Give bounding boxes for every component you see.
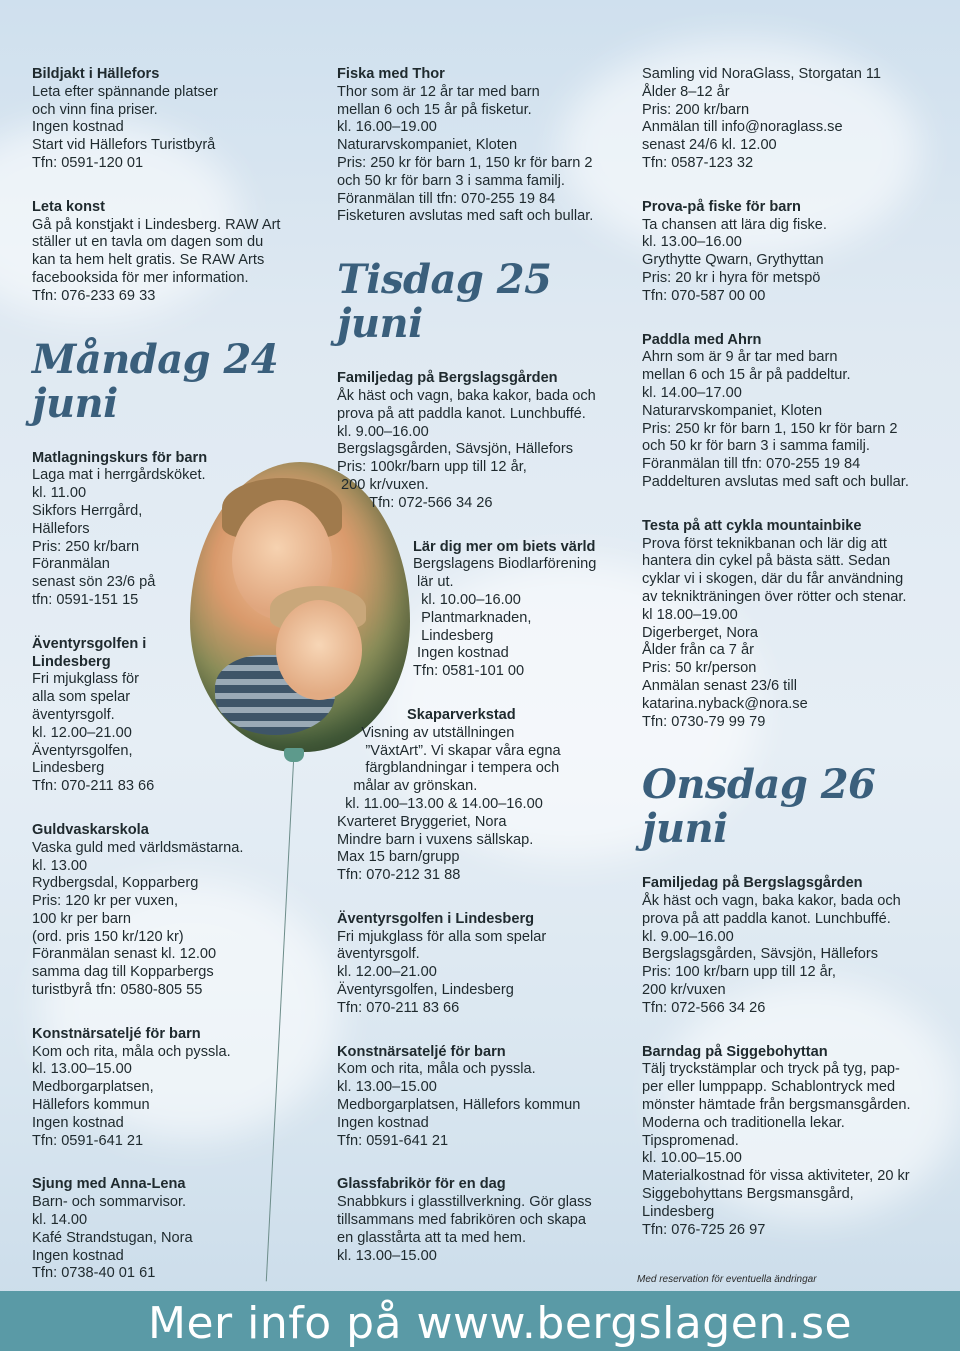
event-title: Guldvaskarskola [32, 821, 149, 838]
event-title: Sjung med Anna-Lena [32, 1176, 186, 1193]
event-details: Laga mat i herrgårdsköket. kl. 11.00 Sikfors Herrgård, Hällefors Pris: 250 kr/barn Föranmälan senast sön 23/6 på tfn: 0591-151 15 [32, 467, 206, 608]
event-leta-konst [32, 199, 302, 306]
event-fiska-med-thor [337, 66, 622, 226]
event-details: Gå på konstjakt i Lindesberg. RAW Art ställer ut en tavla om dagen som du kan ta hem helt gratis. Se RAW Arts facebooksida för mer information. Tfn: 076-233 69 33 [32, 216, 281, 304]
event-details: Fri mjukglass för alla som spelar äventyrsgolf. kl. 12.00–21.00 Äventyrsgolfen, Lindesberg Tfn: 070-211 83 66 [32, 671, 155, 795]
day-heading-wednesday: Onsdag 26 juni [642, 761, 876, 853]
event-title: Bildjakt i Hällefors [32, 66, 160, 82]
event-noraglass [642, 66, 937, 173]
event-guldvaskarskola [32, 822, 302, 1000]
event-paddla-med-ahrn [642, 332, 937, 492]
event-title: Familjedag på Bergslagsgården [642, 875, 863, 892]
event-details: Tälj tryckstämplar och tryck på tyg, pap- per eller lumppapp. Schablontryck med mönster hämtade från bergsmansgården. Moderna och traditionella lekar. Tipspromenad. kl. 10.00–15.00 Materialkostnad för vissa aktiviteter, 20 kr Siggebohyttans Bergsmansgård, Lindesberg Tfn: 076-725 26 97 [642, 1061, 911, 1238]
event-details: Fri mjukglass för alla som spelar äventyrsgolf. kl. 12.00–21.00 Äventyrsgolfen, Lindesberg Tfn: 070-211 83 66 [337, 928, 547, 1016]
event-aventyrsgolfen-lindesberg [337, 911, 622, 1018]
event-details: Åk häst och vagn, baka kakor, bada och prova på att paddla kanot. Lunchbuffé. kl. 9.00–16.00 Bergslagsgården, Sävsjön, Hällefors Pris: 100 kr/barn upp till 12 år, 200 kr/vuxen Tfn: 072-566 34 26 [642, 893, 901, 1016]
day-heading-tuesday: Tisdag 25 juni [337, 256, 552, 348]
event-details: Visning av utställningen ”VäxtArt”. Vi skapar våra egna färgblandningar i tempera och målar av grönskan. kl. 11.00–13.00 & 14.00–16.00 Kvarteret Bryggeriet, Nora Mindre barn i vuxens sällskap. Max 15 barn/grupp Tfn: 070-212 31 88 [337, 724, 561, 884]
event-details: Thor som är 12 år tar med barn mellan 6 och 15 år på fisketur. kl. 16.00–19.00 Naturarvskompaniet, Kloten Pris: 250 kr för barn 1, 150 kr för barn 2 och 50 kr för barn 3 i samma familj. Föranmälan till tfn: 070-255 19 84 Fisketuren avslutas med saft och bullar. [337, 83, 594, 225]
column-middle [337, 66, 622, 1291]
event-title: Fiska med Thor [337, 66, 445, 82]
event-matlagningskurs [32, 450, 302, 610]
event-details: Ta chansen att lära dig fiske. kl. 13.00–16.00 Grythytte Qwarn, Grythyttan Pris: 20 kr i hyra för metspö Tfn: 070-587 00 00 [642, 216, 827, 304]
event-konstnarsatelje [337, 1044, 622, 1151]
event-skaparverkstad [337, 707, 622, 885]
event-title: Matlagningskurs för barn [32, 449, 208, 466]
event-title: Konstnärsateljé för barn [337, 1043, 506, 1060]
disclaimer-note: Med reservation för eventuella ändringar [637, 1274, 817, 1285]
event-sjung [32, 1176, 302, 1283]
event-title: Familjedag på Bergslagsgården [337, 370, 558, 387]
event-title: Glassfabrikör för en dag [337, 1176, 506, 1193]
event-title: Paddla med Ahrn [642, 331, 762, 348]
event-details: Åk häst och vagn, baka kakor, bada och prova på att paddla kanot. Lunchbuffé. kl. 9.00–16.00 Bergslagsgården, Sävsjön, Hällefors Pris: 100kr/barn upp till 12 år, 200 kr/vuxen. Tfn: 072-566 34 26 [337, 387, 596, 511]
event-details: Bergslagens Biodlarförening lär ut. kl. 10.00–16.00 Plantmarknaden, Lindesberg Ingen kostnad Tfn: 0581-101 00 [413, 556, 597, 680]
event-glassfabrikor [337, 1176, 622, 1265]
event-title: Lär dig mer om biets värld [413, 538, 596, 555]
event-title: Leta konst [32, 198, 105, 215]
event-aventyrsgolfen [32, 636, 302, 796]
event-bildjakt [32, 66, 302, 173]
event-title: Äventyrsgolfen i Lindesberg [337, 910, 535, 927]
event-title: Testa på att cykla mountainbike [642, 517, 862, 534]
event-biets-varld [337, 539, 622, 681]
day-heading-monday: Måndag 24 juni [32, 335, 279, 427]
event-title: Prova-på fiske för barn [642, 198, 801, 215]
event-details: Leta efter spännande platser och vinn fina priser. Ingen kostnad Start vid Hällefors Turistbyrå Tfn: 0591-120 01 [32, 83, 218, 171]
event-familjedag [337, 370, 622, 512]
footer-link-text[interactable]: Mer info på www.bergslagen.se [148, 1298, 853, 1349]
column-right [642, 66, 937, 1265]
column-left [32, 66, 302, 1309]
event-familjedag [642, 875, 937, 1017]
event-details: Kom och rita, måla och pyssla. kl. 13.00–15.00 Medborgarplatsen, Hällefors kommun Ingen kostnad Tfn: 0591-641 21 [32, 1043, 231, 1149]
event-prova-pa-fiske [642, 199, 937, 306]
event-barndag [642, 1044, 937, 1240]
event-title: Skaparverkstad [407, 706, 516, 723]
event-details: Kom och rita, måla och pyssla. kl. 13.00–15.00 Medborgarplatsen, Hällefors kommun Ingen kostnad Tfn: 0591-641 21 [337, 1061, 581, 1149]
event-title: Konstnärsateljé för barn [32, 1025, 201, 1042]
event-details: Snabbkurs i glasstillverkning. Gör glass tillsammans med fabrikören och skapa en glasstårta att ta med hem. kl. 13.00–15.00 [337, 1194, 592, 1264]
event-details: Prova först teknikbanan och lär dig att hantera din cykel på bästa sätt. Sedan cyklar vi i skogen, där du får användning av teknikträningen över rötter och stenar. kl 18.00–19.00 Digerberget, Nora Ålder från ca 7 år Pris: 50 kr/person Anmälan senast 23/6 till katarina.nyback@nora.se Tfn: 0730-79 99 79 [642, 535, 907, 730]
event-title: Äventyrsgolfen i Lindesberg [32, 635, 147, 670]
event-details: Samling vid NoraGlass, Storgatan 11 Ålder 8–12 år Pris: 200 kr/barn Anmälan till info@noraglass.se senast 24/6 kl. 12.00 Tfn: 0587-123 32 [642, 66, 882, 171]
event-details: Barn- och sommarvisor. kl. 14.00 Kafé Strandstugan, Nora Ingen kostnad Tfn: 0738-40 01 61 [32, 1194, 193, 1282]
event-details: Ahrn som är 9 år tar med barn mellan 6 och 15 år på paddeltur. kl. 14.00–17.00 Naturarvskompaniet, Kloten Pris: 250 kr för barn 1, 150 kr för barn 2 och 50 kr för barn 3 i samma familj. Föranmälan till tfn: 070-255 19 84 Paddelturen avslutas med saft och bullar. [642, 349, 909, 490]
event-konstnarsatelje [32, 1026, 302, 1151]
event-details: Vaska guld med världsmästarna. kl. 13.00 Rydbergsdal, Kopparberg Pris: 120 kr per vuxen, 100 kr per barn (ord. pris 150 kr/120 kr) Föranmälan senast kl. 12.00 samma dag till Kopparbergs turistbyrå tfn: 0580-805 55 [32, 839, 244, 999]
event-mountainbike [642, 518, 937, 732]
event-title: Barndag på Siggebohyttan [642, 1043, 828, 1060]
